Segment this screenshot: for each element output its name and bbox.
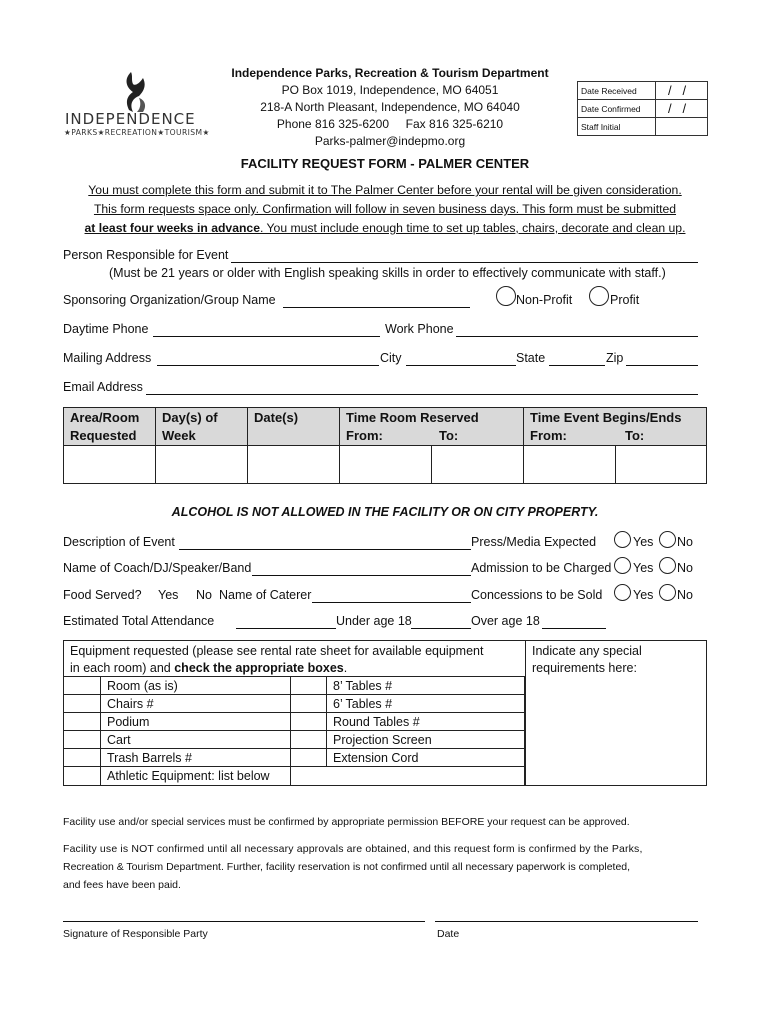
concessions-label: Concessions to be Sold: [471, 588, 603, 602]
equip-extension-cord: Extension Cord: [327, 749, 525, 767]
equip-projection-screen: Projection Screen: [327, 731, 525, 749]
checkbox-podium[interactable]: [64, 713, 101, 731]
confirmation-note-3: and fees have been paid.: [63, 879, 181, 891]
checkbox-athletic-equipment[interactable]: [64, 767, 101, 786]
equip-chairs: Chairs #: [101, 695, 291, 713]
equipment-intro-2-text: in each room) and: [70, 661, 175, 675]
age-note: (Must be 21 years or older with English speaking skills in order to effectively communicate with staff.): [109, 266, 666, 280]
equip-room: Room (as is): [101, 677, 291, 695]
office-value-date-confirmed[interactable]: / /: [656, 100, 708, 118]
instruction-line-1: You must complete this form and submit it to The Palmer Center before your rental will be given consideration.: [88, 183, 682, 197]
equipment-intro-2-bold: check the appropriate boxes: [174, 661, 344, 675]
checkbox-round-tables[interactable]: [291, 713, 327, 731]
checkbox-room[interactable]: [64, 677, 101, 695]
equip-8ft-tables: 8’ Tables #: [327, 677, 525, 695]
coach-line[interactable]: [252, 575, 471, 576]
special-requirements-label-2: requirements here:: [532, 661, 637, 675]
header-trr-to: To:: [439, 428, 459, 443]
checkbox-6ft-tables[interactable]: [291, 695, 327, 713]
nonprofit-label: Non-Profit: [516, 293, 573, 307]
caterer-line[interactable]: [312, 602, 471, 603]
flame-logo-icon: [117, 70, 157, 114]
checkbox-cart[interactable]: [64, 731, 101, 749]
person-responsible-line[interactable]: [231, 262, 698, 263]
concessions-no-label: No: [677, 588, 693, 602]
cell-event-from[interactable]: [524, 447, 615, 483]
work-phone-label: Work Phone: [385, 322, 454, 336]
equipment-intro-2-end: .: [343, 661, 348, 675]
coach-label: Name of Coach/DJ/Speaker/Band: [63, 561, 252, 575]
special-requirements-area[interactable]: [526, 679, 706, 785]
instruction-emphasis: at least four weeks in advance: [84, 221, 260, 235]
email-label: Email Address: [63, 380, 143, 394]
signature-label: Signature of Responsible Party: [63, 928, 208, 940]
zip-label: Zip: [606, 351, 624, 365]
concessions-yes-label: Yes: [633, 588, 654, 602]
admission-no-label: No: [677, 561, 693, 575]
over18-label: Over age 18: [471, 614, 540, 628]
zip-line[interactable]: [626, 365, 698, 366]
office-value-date-received[interactable]: / /: [656, 82, 708, 100]
daytime-phone-line[interactable]: [153, 336, 380, 337]
room-request-table: [63, 407, 707, 484]
confirmation-note-2: Recreation & Tourism Department. Further, facility reservation is not confirmed until all necessary paperwork is completed,: [63, 861, 631, 873]
caterer-label: Name of Caterer: [219, 588, 312, 602]
office-label-date-confirmed: Date Confirmed: [578, 100, 656, 118]
header-event-from: From:: [530, 428, 567, 443]
food-label: Food Served?: [63, 588, 142, 602]
admission-label: Admission to be Charged: [471, 561, 612, 575]
empty-checkbox-cell: [291, 767, 327, 786]
instruction-line-3-rest: . You must include enough time to set up tables, chairs, decorate and clean up.: [259, 221, 686, 235]
food-yes-option[interactable]: Yes: [158, 588, 179, 602]
attendance-line[interactable]: [236, 628, 336, 629]
address-street: 218-A North Pleasant, Independence, MO 64040: [260, 100, 520, 114]
office-label-date-received: Date Received: [578, 82, 656, 100]
equipment-intro-1: Equipment requested (please see rental rate sheet for available equipment: [70, 644, 484, 658]
press-no-radio[interactable]: [659, 531, 676, 548]
daytime-phone-label: Daytime Phone: [63, 322, 149, 336]
confirmation-note-1: Facility use is NOT confirmed until all necessary approvals are obtained, and this request form is confirmed by the Parks,: [63, 843, 643, 855]
header-time-event: Time Event Begins/Ends: [530, 410, 682, 425]
nonprofit-radio[interactable]: [496, 286, 516, 306]
work-phone-line[interactable]: [456, 336, 698, 337]
mailing-address-label: Mailing Address: [63, 351, 152, 365]
concessions-no-radio[interactable]: [659, 584, 676, 601]
press-no-label: No: [677, 535, 693, 549]
header-requested: Requested: [70, 428, 137, 443]
person-responsible-label: Person Responsible for Event: [63, 248, 229, 262]
header-dates: Date(s): [254, 410, 299, 425]
checkbox-8ft-tables[interactable]: [291, 677, 327, 695]
alcohol-notice: ALCOHOL IS NOT ALLOWED IN THE FACILITY OR ON CITY PROPERTY.: [171, 505, 599, 519]
office-use-box: [577, 81, 708, 136]
header-trr-from: From:: [346, 428, 383, 443]
press-yes-label: Yes: [633, 535, 654, 549]
city-label: City: [380, 351, 402, 365]
address-po-box: PO Box 1019, Independence, MO 64051: [281, 83, 499, 97]
description-label: Description of Event: [63, 535, 175, 549]
empty-cell: [327, 767, 525, 786]
cell-event-to[interactable]: [616, 447, 706, 483]
admission-yes-label: Yes: [633, 561, 654, 575]
cell-days[interactable]: [156, 447, 247, 483]
header-event-to: To:: [625, 428, 645, 443]
signature-line[interactable]: [63, 921, 425, 922]
state-line[interactable]: [549, 365, 605, 366]
email-line[interactable]: [146, 394, 698, 395]
equipment-intro-2: [70, 661, 347, 675]
mailing-address-line[interactable]: [157, 365, 379, 366]
food-no-option[interactable]: No: [196, 588, 212, 602]
cell-area-room[interactable]: [64, 447, 155, 483]
checkbox-chairs[interactable]: [64, 695, 101, 713]
over18-line[interactable]: [542, 628, 606, 629]
form-title: FACILITY REQUEST FORM - PALMER CENTER: [240, 156, 530, 171]
instruction-line-2: This form requests space only. Confirmation will follow in seven business days. This form must be submitted: [93, 202, 677, 216]
header-week: Week: [162, 428, 196, 443]
office-label-staff-initial: Staff Initial: [578, 118, 656, 136]
concessions-yes-radio[interactable]: [614, 584, 631, 601]
office-value-staff-initial[interactable]: [656, 118, 708, 136]
equip-podium: Podium: [101, 713, 291, 731]
state-label: State: [516, 351, 546, 365]
equip-6ft-tables: 6’ Tables #: [327, 695, 525, 713]
header-time-room-reserved: Time Room Reserved: [346, 410, 479, 425]
equip-athletic-equipment: Athletic Equipment: list below: [101, 767, 291, 786]
press-yes-radio[interactable]: [614, 531, 631, 548]
header-area-room: Area/Room: [70, 410, 140, 425]
profit-radio[interactable]: [589, 286, 609, 306]
checkbox-trash-barrels[interactable]: [64, 749, 101, 767]
description-line[interactable]: [179, 549, 471, 550]
sponsor-label: Sponsoring Organization/Group Name: [63, 293, 276, 307]
checkbox-extension-cord[interactable]: [291, 749, 327, 767]
department-email: Parks-palmer@indepmo.org: [314, 134, 466, 148]
department-name: Independence Parks, Recreation & Tourism Department: [231, 66, 549, 80]
date-label: Date: [437, 928, 460, 940]
logo: [62, 66, 210, 138]
profit-label: Profit: [610, 293, 640, 307]
sponsor-line[interactable]: [283, 307, 470, 308]
date-line[interactable]: [435, 921, 698, 922]
phone-fax: Phone 816 325-6200 Fax 816 325-6210: [276, 117, 504, 131]
under18-label: Under age 18: [336, 614, 412, 628]
logo-name: INDEPENDENCE: [65, 110, 196, 128]
equip-trash-barrels: Trash Barrels #: [101, 749, 291, 767]
cell-trr-from[interactable]: [340, 447, 431, 483]
press-label: Press/Media Expected: [471, 535, 597, 549]
logo-tagline: ★PARKS★RECREATION★TOURISM★: [64, 128, 210, 137]
admission-no-radio[interactable]: [659, 557, 676, 574]
equip-cart: Cart: [101, 731, 291, 749]
under18-line[interactable]: [411, 628, 471, 629]
cell-dates[interactable]: [248, 447, 339, 483]
cell-trr-to[interactable]: [432, 447, 523, 483]
admission-yes-radio[interactable]: [614, 557, 631, 574]
special-requirements-label-1: Indicate any special: [532, 644, 642, 658]
instruction-line-3: [0, 221, 770, 235]
checkbox-projection-screen[interactable]: [291, 731, 327, 749]
approval-note: Facility use and/or special services must be confirmed by appropriate permission BEFORE your request can be approved.: [63, 816, 630, 828]
attendance-label: Estimated Total Attendance: [63, 614, 215, 628]
header-days: Day(s) of: [162, 410, 218, 425]
equip-round-tables: Round Tables #: [327, 713, 525, 731]
equipment-checklist: [63, 676, 525, 786]
city-line[interactable]: [406, 365, 516, 366]
